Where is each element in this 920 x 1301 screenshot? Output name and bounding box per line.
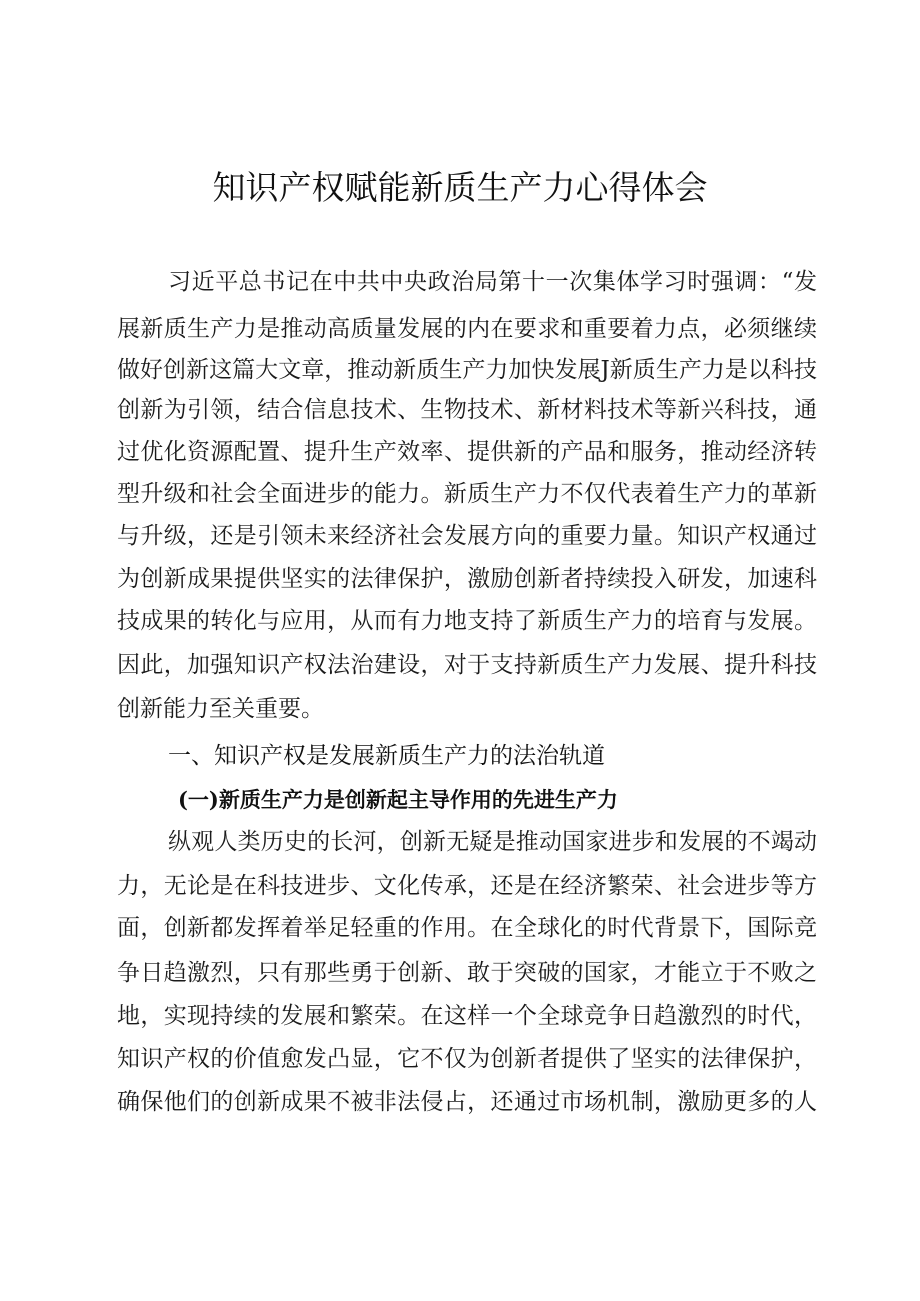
paragraph-line: 过优化资源配置、提升生产效率、提供新的产品和服务，推动经济转 [117,439,817,465]
paragraph-line: 为创新成果提供坚实的法律保护，激励创新者持续投入研发，加速科 [117,566,817,592]
paragraph-line: 创新为引领，结合信息技术、生物技术、新材料技术等新兴科技，通 [117,397,817,423]
paragraph-line: 因此，加强知识产权法治建设，对于支持新质生产力发展、提升科技 [117,652,817,678]
paragraph-line: 地，实现持续的发展和繁荣。在这样一个全球竞争日趋激烈的时代， [117,1003,817,1029]
paragraph-line: 创新能力至关重要。 [117,696,324,722]
paragraph-line: 争日趋激烈，只有那些勇于创新、敢于突破的国家，才能立于不败之 [117,960,817,986]
paragraph-line: 确保他们的创新成果不被非法侵占，还通过市场机制，激励更多的人 [117,1089,817,1115]
paragraph-line: 知识产权的价值愈发凸显，它不仅为创新者提供了坚实的法律保护， [117,1046,817,1072]
paragraph-line: 技成果的转化与应用，从而有力地支持了新质生产力的培育与发展。 [117,608,817,634]
paragraph-line: 习近平总书记在中共中央政治局第十一次集体学习时强调：“发 [168,269,817,295]
paragraph-line: 做好创新这篇大文章，推动新质生产力加快发展J新质生产力是以科技 [117,357,817,383]
paragraph-line: 纵观人类历史的长河，创新无疑是推动国家进步和发展的不竭动 [168,829,817,855]
paragraph-line: 展新质生产力是推动高质量发展的内在要求和重要着力点，必须继续 [117,316,817,342]
document-title: 知识产权赋能新质生产力心得体会 [212,168,708,207]
paragraph-line: 与升级，还是引领未来经济社会发展方向的重要力量。知识产权通过 [117,523,817,549]
subsection-heading: (一)新质生产力是创新起主导作用的先进生产力 [178,787,618,812]
section-heading: 一、知识产权是发展新质生产力的法治轨道 [168,743,605,769]
paragraph-line: 面，创新都发挥着举足轻重的作用。在全球化的时代背景下，国际竞 [117,915,817,941]
paragraph-line: 力，无论是在科技进步、文化传承，还是在经济繁荣、社会进步等方 [117,873,817,899]
paragraph-line: 型升级和社会全面进步的能力。新质生产力不仅代表着生产力的革新 [117,481,817,507]
